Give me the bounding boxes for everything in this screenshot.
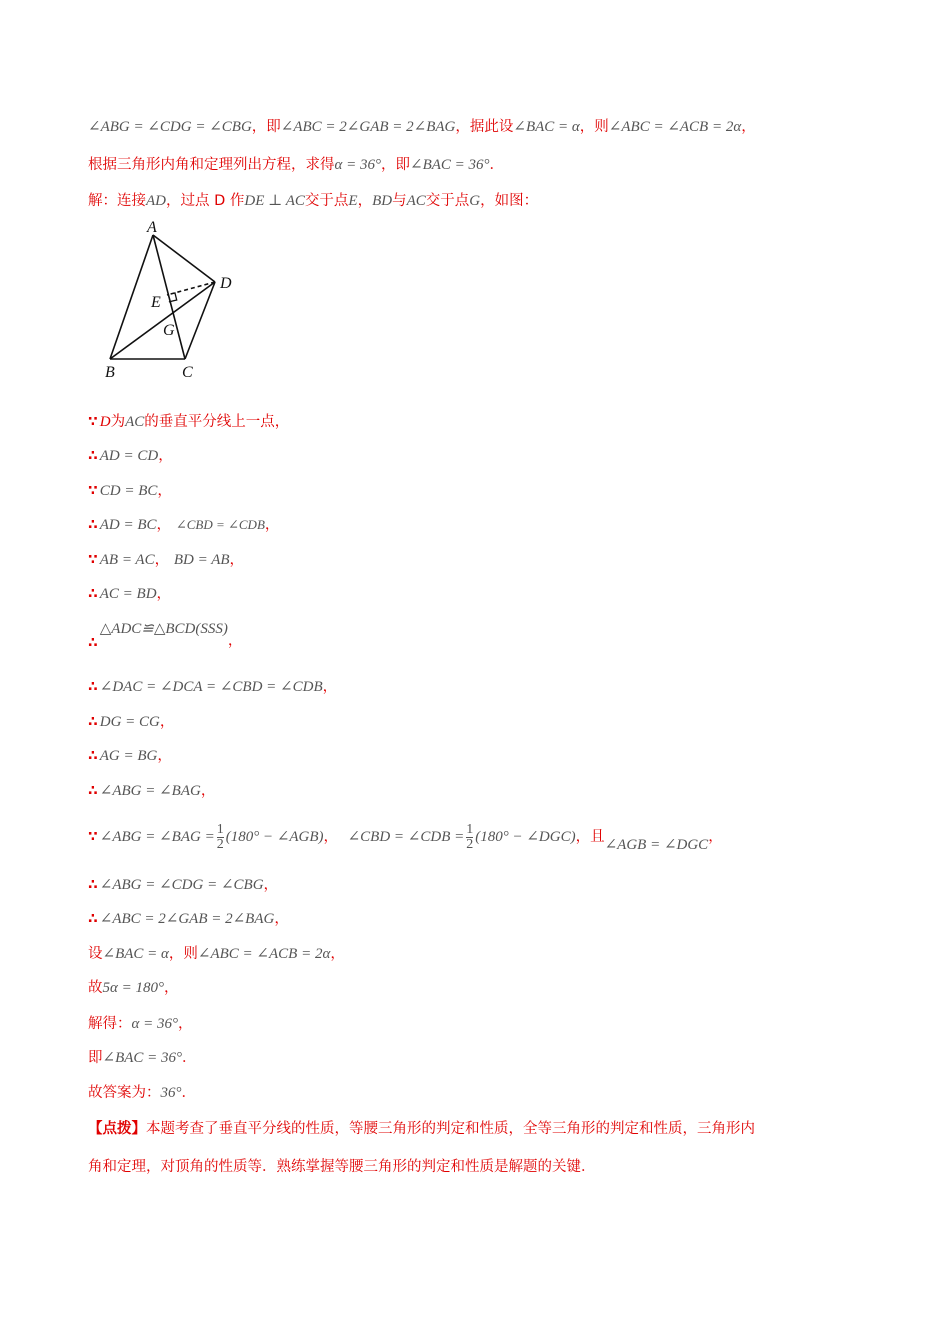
proof-step-1 <box>88 411 289 432</box>
label-A: A <box>147 219 157 236</box>
text: ， <box>322 679 338 695</box>
because-symbol: ∵ <box>88 483 98 499</box>
proof-step-10 <box>88 745 172 766</box>
math-expr: ∠ABG = ∠CDG = ∠CBG <box>88 119 252 135</box>
proof-step-2 <box>88 445 173 466</box>
text: ， <box>178 1016 193 1032</box>
text: 为 <box>110 414 126 430</box>
text: 故答案为： <box>88 1085 161 1101</box>
math-expr: ∠ABC = 2∠GAB = 2∠BAG <box>280 119 456 135</box>
text: ． <box>182 1050 197 1066</box>
text: ． <box>181 1085 196 1101</box>
proof-step-4 <box>88 514 279 535</box>
therefore-symbol: ∴ <box>88 877 98 893</box>
label-G: G <box>163 322 175 339</box>
note-line-1 <box>88 1118 755 1139</box>
proof-step-6 <box>88 583 171 604</box>
segment-DE-dashed <box>167 282 215 295</box>
math-expr: AB = AC <box>99 552 155 568</box>
math-expr: AC <box>406 193 426 209</box>
therefore-symbol: ∴ <box>88 714 98 730</box>
math-expr: ∠ABG = ∠BAG <box>99 783 201 799</box>
text: 根据三角形内角和定理列出方程，求得 <box>88 157 335 173</box>
analysis-line-1 <box>88 116 756 137</box>
text: ，据此设 <box>455 119 514 135</box>
text: 解得： <box>88 1016 132 1032</box>
fraction <box>217 823 224 852</box>
text: ， <box>741 119 756 135</box>
math-expr: CD = BC <box>99 483 158 499</box>
math-expr: 5α = 180° <box>102 980 164 996</box>
text: ， <box>200 783 216 799</box>
fraction <box>466 823 473 852</box>
math-expr: AD = CD <box>99 448 159 464</box>
text: 的垂直平分线上一点， <box>144 414 290 430</box>
text: ， <box>263 877 279 893</box>
therefore-symbol: ∴ <box>88 517 98 533</box>
fraction-denominator: 2 <box>466 836 474 852</box>
because-symbol: ∵ <box>88 829 98 845</box>
fraction-denominator: 2 <box>216 836 224 852</box>
math-expr: ∠BAC = α <box>102 946 169 962</box>
analysis-line-2 <box>88 154 504 175</box>
math-expr: BD = AB <box>173 552 230 568</box>
math-expr: AD = BC <box>99 517 157 533</box>
math-expr: ∠DAC = ∠DCA = ∠CBD = ∠CDB <box>99 679 323 695</box>
note-text: 本题考查了垂直平分线的性质，等腰三角形的判定和性质，全等三角形的判定和性质，三角形内 <box>146 1121 755 1137</box>
text: 即 <box>88 1050 103 1066</box>
text: ， <box>154 552 170 568</box>
text: ， <box>159 714 175 730</box>
math-expr: ∠CBD = ∠CDB = <box>347 829 465 845</box>
note-tag: 【点拨】 <box>88 1121 146 1137</box>
fraction-numerator: 1 <box>466 821 474 837</box>
math-expr: DE ⊥ AC <box>244 193 305 209</box>
proof-step-5 <box>88 549 244 570</box>
text: ， <box>158 448 173 464</box>
math-expr: ∠ABG = ∠BAG = <box>99 829 215 845</box>
therefore-symbol: ∴ <box>88 586 98 602</box>
text: ， <box>157 748 172 764</box>
math-expr: ∠ABG = ∠CDG = ∠CBG <box>99 877 264 893</box>
proof-step-18 <box>88 1047 197 1068</box>
therefore-symbol: ∴ <box>88 783 98 799</box>
segment-AB <box>110 235 153 359</box>
math-expr: α = 36° <box>334 157 381 173</box>
math-expr: AD <box>146 193 166 209</box>
proof-step-14 <box>88 908 289 929</box>
math-expr: △ADC≌△BCD(SSS) <box>99 621 228 637</box>
proof-step-13 <box>88 874 278 895</box>
text: ，过点 D 作 <box>166 193 245 209</box>
proof-step-7 <box>88 620 242 652</box>
proof-step-17 <box>88 1013 193 1034</box>
therefore-symbol: ∴ <box>88 911 98 927</box>
proof-step-3 <box>88 480 172 501</box>
math-expr: α = 36° <box>131 1016 178 1032</box>
math-expr: 36° <box>160 1085 182 1101</box>
text: ， <box>157 483 172 499</box>
text: 与 <box>392 193 407 209</box>
math-expr: BD <box>372 193 393 209</box>
text: ，即 <box>381 157 410 173</box>
label-C: C <box>182 364 193 381</box>
proof-step-8 <box>88 676 337 697</box>
text: ， <box>330 946 345 962</box>
answer-line <box>88 1082 196 1103</box>
because-symbol: ∵ <box>88 414 98 430</box>
text: ， <box>264 517 280 533</box>
text: ， <box>229 552 245 568</box>
text: 故 <box>88 980 103 996</box>
math-expr: (180° − ∠DGC) <box>475 829 576 845</box>
text: ， <box>164 980 179 996</box>
text: ，如图： <box>480 193 539 209</box>
text: ， <box>227 633 243 649</box>
label-B: B <box>105 364 115 381</box>
solution-intro <box>88 190 538 211</box>
math-expr: D <box>99 414 111 430</box>
segment-AD <box>153 235 215 282</box>
text: ， <box>357 193 373 209</box>
text: 设 <box>88 946 103 962</box>
text: ， <box>274 911 289 927</box>
fraction-numerator: 1 <box>216 821 224 837</box>
math-expr: G <box>469 193 481 209</box>
text: 交于点 <box>304 193 349 209</box>
math-expr: ∠ABC = 2∠GAB = 2∠BAG <box>99 911 275 927</box>
text: ，即 <box>251 119 281 135</box>
math-expr: ∠BAC = 36° <box>410 157 490 173</box>
math-expr: ∠ABC = ∠ACB = 2α <box>608 119 742 135</box>
proof-step-16 <box>88 977 179 998</box>
text: ，则 <box>168 946 198 962</box>
math-expr: (180° − ∠AGB) <box>225 829 324 845</box>
text: 交于点 <box>425 193 470 209</box>
label-D: D <box>220 275 232 292</box>
therefore-symbol: ∴ <box>88 635 98 651</box>
because-symbol: ∵ <box>88 552 98 568</box>
proof-step-12 <box>88 818 723 854</box>
text: ， <box>708 829 723 845</box>
proof-step-11 <box>88 780 215 801</box>
math-expr: DG = CG <box>99 714 160 730</box>
therefore-symbol: ∴ <box>88 748 98 764</box>
math-expr: AG = BG <box>99 748 158 764</box>
math-expr: ∠ABC = ∠ACB = 2α <box>197 946 331 962</box>
geometry-figure <box>96 218 246 383</box>
label-E: E <box>151 294 161 311</box>
math-expr: ∠AGB = ∠DGC <box>604 837 709 853</box>
text: ， <box>156 517 172 533</box>
proof-step-9 <box>88 711 174 732</box>
text: ，则 <box>579 119 609 135</box>
text: ， <box>323 829 339 845</box>
text: ． <box>489 157 505 173</box>
text: ，且 <box>575 829 605 845</box>
note-text: 角和定理，对顶角的性质等．熟练掌握等腰三角形的判定和性质是解题的关键． <box>88 1159 596 1175</box>
text: ， <box>156 586 172 602</box>
therefore-symbol: ∴ <box>88 448 98 464</box>
proof-step-15 <box>88 943 345 964</box>
math-expr: ∠BAC = 36° <box>102 1050 183 1066</box>
therefore-symbol: ∴ <box>88 679 98 695</box>
math-expr: AC <box>125 414 145 430</box>
math-expr: ∠BAC = α <box>513 119 580 135</box>
math-expr: ∠CBD = ∠CDB <box>175 517 265 532</box>
math-expr: E <box>348 193 358 209</box>
math-expr: AC = BD <box>99 586 157 602</box>
text: 解：连接 <box>88 193 146 209</box>
note-line-2 <box>88 1156 596 1177</box>
